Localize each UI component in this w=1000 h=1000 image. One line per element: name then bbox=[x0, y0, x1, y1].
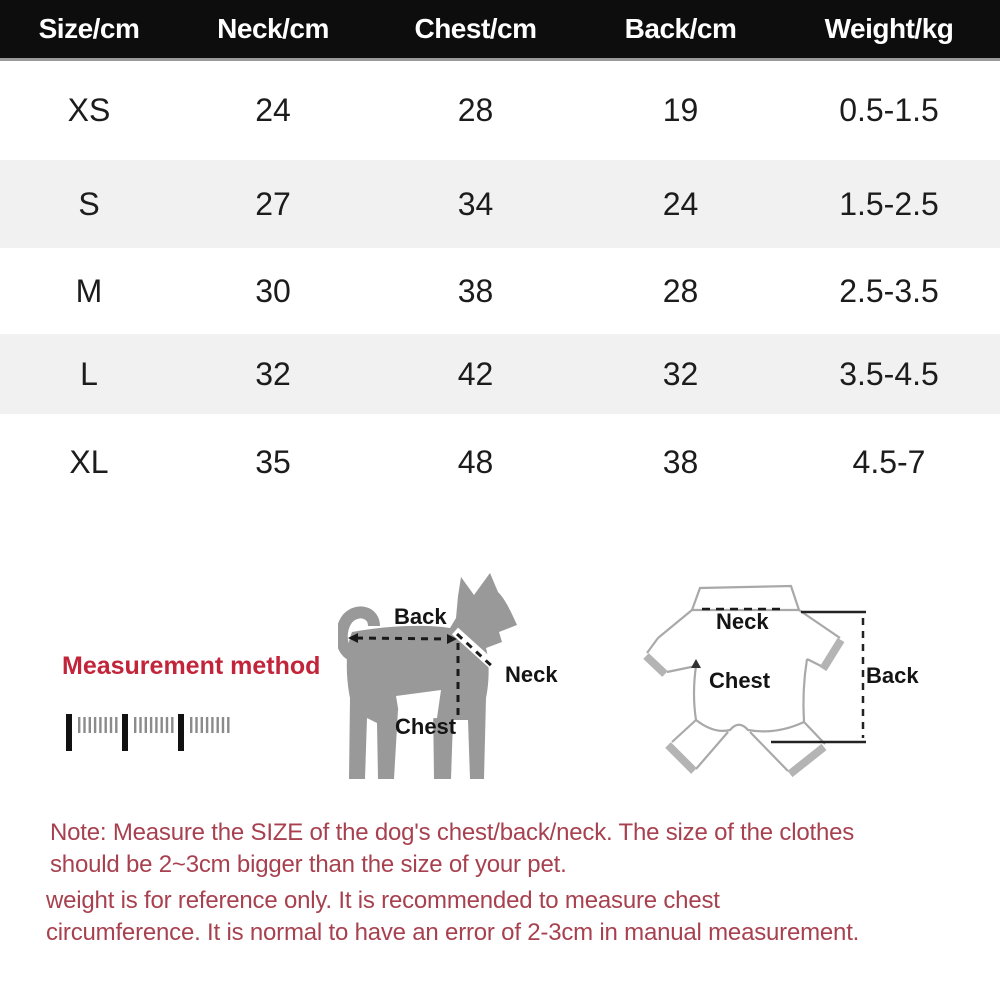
note-weight-reference bbox=[46, 885, 859, 949]
dog-silhouette-diagram bbox=[338, 568, 610, 800]
table-row-s bbox=[0, 160, 1000, 248]
column-header-back: Back/cm bbox=[624, 13, 737, 44]
note-weight-line1: weight is for reference only. It is recommended to measure chest bbox=[46, 887, 720, 914]
cell-neck: 32 bbox=[255, 355, 291, 392]
cell-weight: 4.5-7 bbox=[852, 444, 926, 480]
note-weight-line2: circumference. It is normal to have an error of 2-3cm in manual measurement. bbox=[46, 919, 860, 946]
cell-chest: 42 bbox=[457, 355, 494, 392]
cell-weight: 2.5-3.5 bbox=[839, 272, 939, 309]
cell-neck: 27 bbox=[255, 185, 291, 222]
column-header-weight: Weight/kg bbox=[824, 13, 954, 44]
dog-back-label: Back bbox=[394, 604, 447, 629]
ruler-icon bbox=[64, 711, 236, 755]
cell-size: XS bbox=[67, 92, 111, 128]
cell-size: S bbox=[78, 185, 100, 222]
cell-chest: 48 bbox=[457, 444, 494, 480]
cell-back: 19 bbox=[662, 92, 699, 128]
cell-weight: 0.5-1.5 bbox=[839, 92, 939, 128]
column-header-neck: Neck/cm bbox=[217, 13, 329, 44]
cell-weight: 3.5-4.5 bbox=[839, 355, 939, 392]
table-row-m bbox=[0, 248, 1000, 334]
note-sizing-line2: should be 2~3cm bigger than the size of your pet. bbox=[50, 851, 567, 878]
column-header-size: Size/cm bbox=[38, 13, 140, 44]
dog-neck-label: Neck bbox=[505, 662, 558, 687]
note-sizing bbox=[50, 817, 854, 881]
cell-neck: 30 bbox=[255, 272, 291, 309]
cell-back: 32 bbox=[662, 355, 699, 392]
garment-chest-label: Chest bbox=[709, 668, 771, 693]
cell-neck: 35 bbox=[255, 444, 291, 480]
column-header-chest: Chest/cm bbox=[414, 13, 537, 44]
dog-chest-label: Chest bbox=[395, 714, 457, 739]
cell-back: 24 bbox=[662, 185, 699, 222]
cell-size: M bbox=[75, 272, 103, 309]
table-header-row bbox=[0, 0, 1000, 61]
cell-back: 38 bbox=[662, 444, 699, 480]
table-row-xl bbox=[0, 414, 1000, 511]
measurement-method-title: Measurement method bbox=[62, 652, 321, 680]
note-sizing-line1: Note: Measure the SIZE of the dog's chest/back/neck. The size of the clothes bbox=[50, 819, 855, 846]
garment-back-label: Back bbox=[866, 663, 919, 688]
cell-size: XL bbox=[69, 444, 109, 480]
cell-chest: 34 bbox=[457, 185, 494, 222]
garment-neck-label: Neck bbox=[716, 609, 769, 634]
table-row-xs bbox=[0, 61, 1000, 160]
cell-chest: 28 bbox=[457, 92, 494, 128]
cell-back: 28 bbox=[662, 272, 699, 309]
cell-weight: 1.5-2.5 bbox=[839, 185, 939, 222]
cell-neck: 24 bbox=[255, 92, 291, 128]
table-row-l bbox=[0, 334, 1000, 414]
cell-chest: 38 bbox=[457, 272, 494, 309]
cell-size: L bbox=[80, 355, 98, 392]
